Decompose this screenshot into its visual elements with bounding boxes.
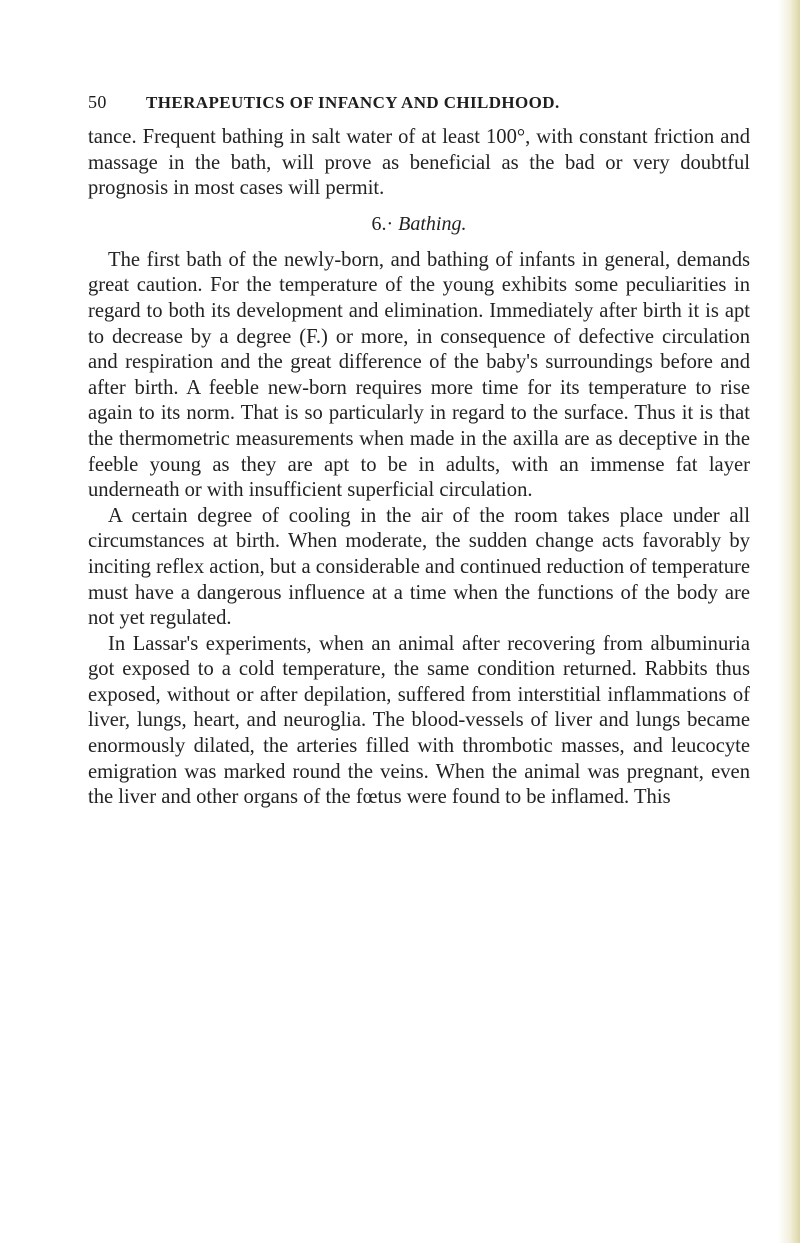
section-number: 6.· (371, 212, 394, 235)
page-edge-shadow (778, 0, 800, 1243)
paragraph-continuation: tance. Frequent bathing in salt water of at least 100°, with constant friction and massage in the bath, will prove as beneficial as the bad or very doubtful prognosis in most cases will permit. (88, 126, 750, 200)
paragraph: The first bath of the newly-born, and bathing of infants in general, demands great caution. For the temperature of the young exhibits some peculiarities in regard to both its development and elimination. Immediately after birth it is apt to decrease by a degree (F.) or more, in consequence of defective circulation and respiration and the great difference of the baby's surroundings before and after birth. A feeble new-born requires more time for its temperature to rise again to its norm. That is so particularly in regard to the surface. Thus it is that the thermometric measurements when made in the axilla are as deceptive in the feeble young as they are apt to be in adults, with an immense fat layer underneath or with insufficient superficial circulation. (88, 248, 750, 502)
paragraph: A certain degree of cooling in the air of the room takes place under all circumstances at birth. When moderate, the sudden change acts favorably by inciting reflex action, but a considerable and continued reduction of temperature must have a dangerous influence at a time when the functions of the body are not yet regulated. (88, 504, 750, 630)
page-number: 50 (88, 92, 107, 112)
section-title: Bathing. (398, 212, 467, 235)
section-heading (88, 212, 750, 236)
running-header (88, 92, 728, 113)
body-text (88, 125, 750, 811)
running-title: THERAPEUTICS OF INFANCY AND CHILDHOOD. (146, 93, 560, 112)
paragraph: In Lassar's experiments, when an animal after recovering from albuminuria got exposed to a cold temperature, the same condition returned. Rabbits thus exposed, without or after depilation, suffered from interstitial inflammations of liver, lungs, heart, and neuroglia. The blood-vessels of liver and lungs became enormously dilated, the arteries filled with thrombotic masses, and leucocyte emigration was marked round the veins. When the animal was pregnant, even the liver and other organs of the fœtus were found to be inflamed. This (88, 632, 750, 809)
